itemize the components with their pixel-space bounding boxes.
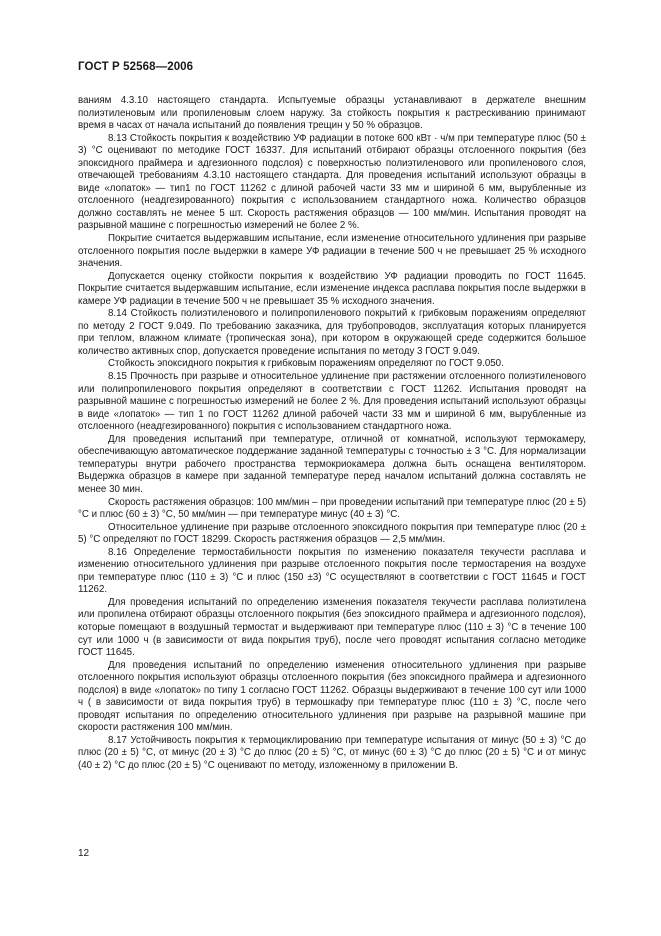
paragraph: Скорость растяжения образцов: 100 мм/мин – при проведении испытаний при температуре плюс (20 ± 5) °С и плюс (60 ± 3) °С, 50 мм/мин — при температуре минус (40 ± 3) °С. — [78, 496, 586, 521]
page-number: 12 — [78, 848, 90, 859]
paragraph: Покрытие считается выдержавшим испытание, если изменение относительного удлинения при разрыве отслоенного покрытия после выдержки в камере УФ радиации в течение 500 ч не превышает 25 % исходного значения. — [78, 233, 586, 270]
document-body — [78, 95, 586, 773]
paragraph: Стойкость эпоксидного покрытия к грибковым поражениям определяют по ГОСТ 9.050. — [108, 358, 504, 370]
document-header: ГОСТ Р 52568—2006 — [78, 61, 194, 73]
paragraph: Для проведения испытаний по определению изменения относительного удлинения при разрыве отслоенного покрытия используют образцы отслоенного покрытия (без эпоксидного праймера и адгезионного подслоя) в виде «лопаток» по типу 1 согласно ГОСТ 11262. Образцы выдерживают в течение 100 сут или 1000 ч ( в зависимости от вида покрытия труб) в термошкафу при температуре плюс (110 ± 3) °С, после чего проводят испытания по определению относительного удлинения при разрыве на разрывной машине при скорости растяжения 100 мм/мин. — [78, 659, 586, 734]
paragraph-8-14: 8.14 Стойкость полиэтиленового и полипропиленового покрытий к грибковым поражениям определяют по методу 2 ГОСТ 9.049. По требованию заказчика, для трубопроводов, эксплуатация которых планируется при теплом, влажном климате (тропическая зона), при котором в окружающей среде содержится большое количество активных спор, допускается проведение испытания по методу 3 ГОСТ 9.049. — [78, 308, 586, 357]
paragraph-continuation: ваниям 4.3.10 настоящего стандарта. Испытуемые образцы устанавливают в держателе внешним полиэтиленовым или пропиленовым слоем наружу. За стойкость покрытия к растрескиванию принимают время в часах от начала испытаний до появления трещин у 50 % образцов. — [78, 95, 586, 132]
paragraph: Для проведения испытаний по определению изменения показателя текучести расплава полиэтилена или пропилена отбирают образцы отслоенного покрытия (без эпоксидного праймера и адгезионного подслоя), которые помещают в воздушный термостат и выдерживают при температуре плюс (110 ± 3) °С в течение 100 сут или 1000 ч (в зависимости от вида покрытия труб), после чего проводят испытания согласно методике ГОСТ 11645. — [78, 596, 586, 659]
paragraph-8-15: 8.15 Прочность при разрыве и относительное удлинение при растяжении отслоенного полиэтиленового или полипропиленового покрытия определяют в соответствии с ГОСТ 11262. Испытания проводят на разрывной машине с погрешностью измерений не более 2 %. Для проведения испытаний используют образцы в виде «лопаток» — тип 1 по ГОСТ 11262 длиной рабочей части 33 мм и шириной 6 мм, вырубленные из отслоенного (неадгезированного) покрытия с использованием стандартного ножа. — [78, 371, 586, 433]
paragraph-8-13: 8.13 Стойкость покрытия к воздействию УФ радиации в потоке 600 кВт · ч/м при температуре плюс (50 ± 3) °С оценивают по методике ГОСТ 16337. Для испытаний отбирают образцы отслоенного покрытия (без эпоксидного праймера и адгезионного подслоя) с поверхностью полиэтиленового или пропиленового слоя, отвечающей требованиям 4.3.10 настоящего стандарта. Для проведения испытаний используют образцы в виде «лопаток» — тип1 по ГОСТ 11262 с длиной рабочей части 33 мм и шириной 6 мм, вырубленные из отслоенного (неадгезированного) покрытия с использованием стандартного ножа. Количество образцов должно составлять не менее 5 шт. Скорость растяжения образцов — 100 мм/мин. Испытания проводят на разрывной машине с погрешностью измерений не более 2 %. — [78, 132, 586, 232]
paragraph: Относительное удлинение при разрыве отслоенного эпоксидного покрытия при температуре плюс (20 ± 5) °С определяют по ГОСТ 18299. Скорость растяжения образцов — 2,5 мм/мин. — [78, 521, 586, 546]
paragraph: Для проведения испытаний при температуре, отличной от комнатной, используют термокамеру, обеспечивающую автоматическое поддержание заданной температуры с точностью ± 3 °С. Для нормализации температуры внутри рабочего пространства термокриокамера должна быть оснащена вентилятором. Выдержка образцов в камере при заданной температуре перед началом испытаний должна составлять не менее 30 мин. — [78, 433, 586, 495]
paragraph: Допускается оценку стойкости покрытия к воздействию УФ радиации проводить по ГОСТ 11645. Покрытие считается выдержавшим испытание, если изменение индекса расплава покрытия после выдержки в камере УФ радиации в течение 500 ч не превышает 35 % исходного значения. — [78, 270, 586, 307]
paragraph-8-17: 8.17 Устойчивость покрытия к термоциклированию при температуре испытания от минус (50 ± 3) °С до плюс (20 ± 5) °С, от минус (20 ± 3) °С до плюс (20 ± 5) °С, от минус (60 ± 3) °С до плюс (20 ± 5) °С и от минус (40 ± 2) °С до плюс (20 ± 5) °С оценивают по методу, изложенному в приложении В. — [78, 734, 586, 771]
paragraph-8-16: 8.16 Определение термостабильности покрытия по изменению показателя текучести расплава и изменению относительного удлинения при разрыве отслоенного покрытия после термостарения на воздухе при температуре плюс (110 ± 3) °С и плюс (150 ±3) °С осуществляют в соответствии с ГОСТ 11645 и ГОСТ 11262. — [78, 546, 586, 596]
